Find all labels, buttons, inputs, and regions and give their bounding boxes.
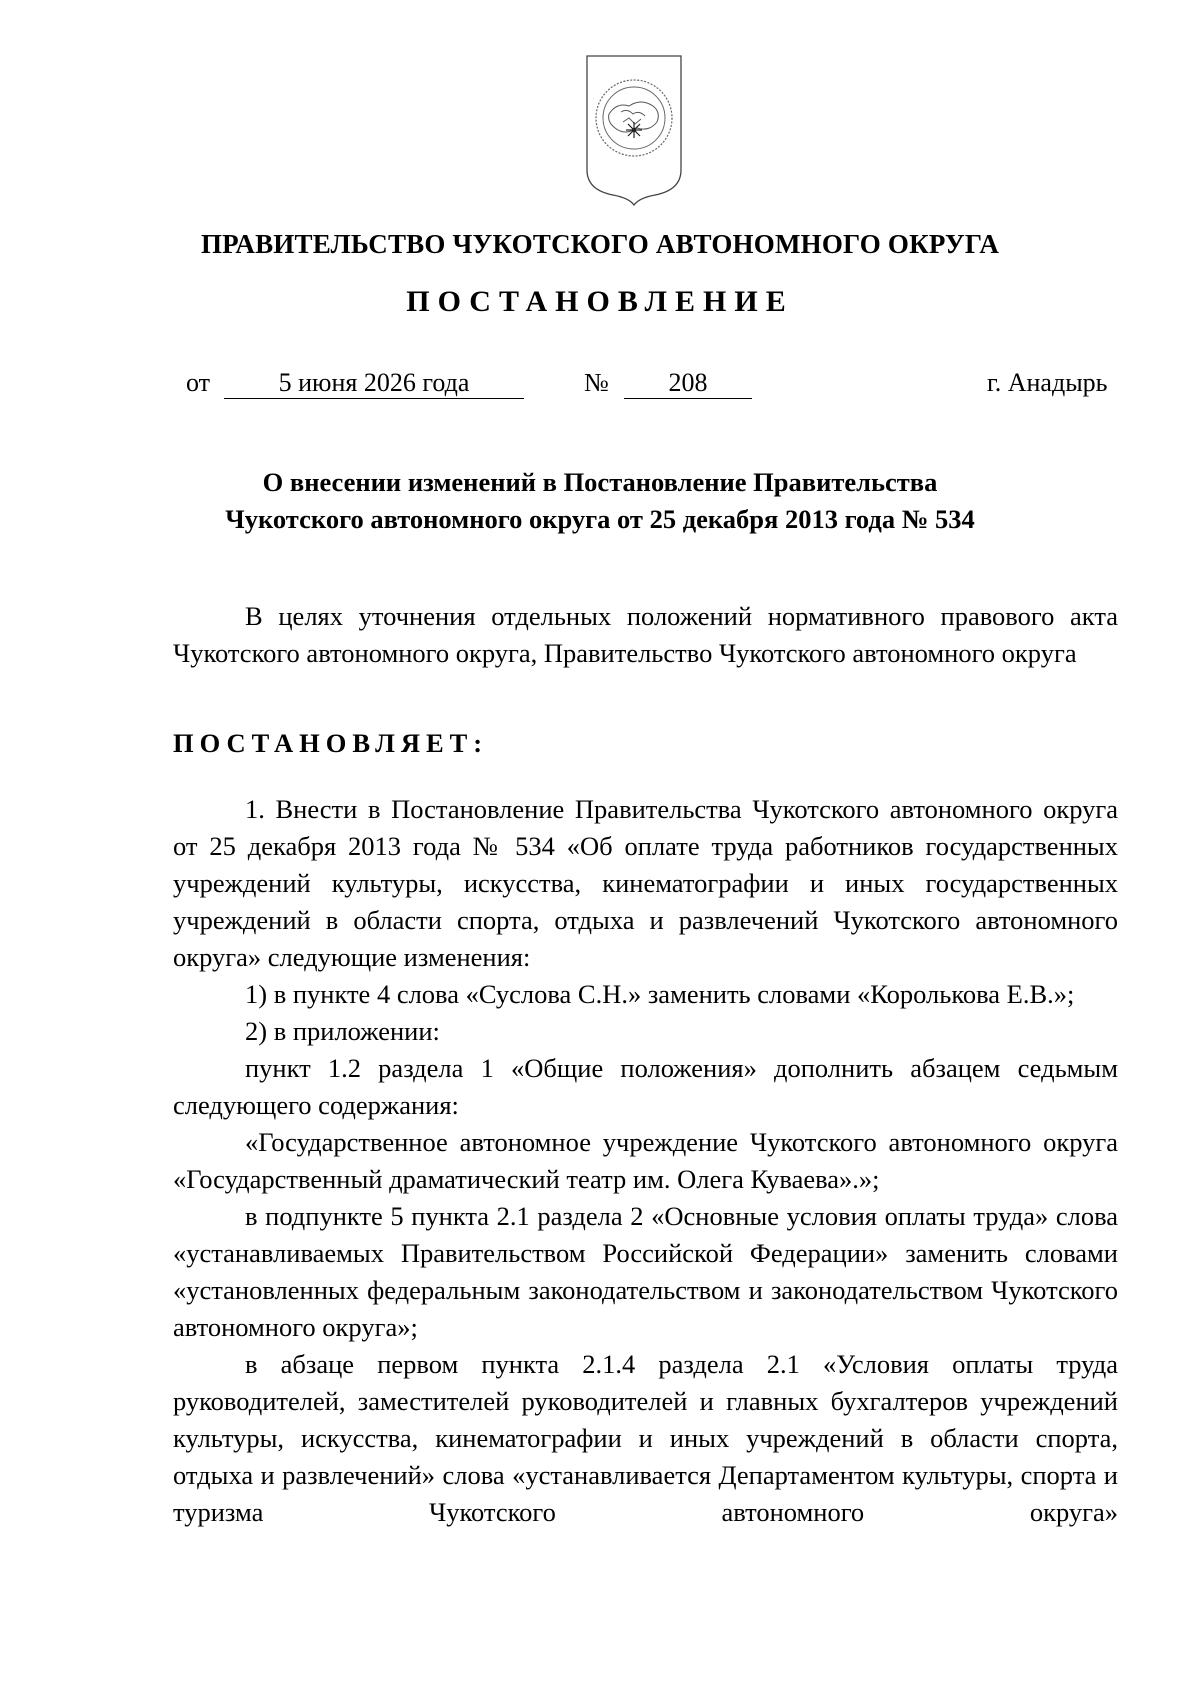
document-type: ПОСТАНОВЛЕНИЕ: [406, 285, 794, 318]
document-body: [173, 791, 1118, 1531]
preamble-block: [173, 598, 1118, 672]
paragraph-1: 1. Внести в Постановление Правительства Чукотского автономного округа от 25 декабря 2013 года № 534 «Об оплате труда работников государственных учреждений культуры, искусства, кинематографии и иных государственных учреждений в области спорта, отдыха и развлечений Чукотского автономного округа» следующие изменения:: [173, 794, 1118, 972]
decree-word: ПОСТАНОВЛЯЕТ:: [173, 728, 489, 758]
document-city: г. Анадырь: [987, 368, 1108, 397]
preamble-paragraph: В целях уточнения отдельных положений нормативного правового акта Чукотского автономного округа, Правительство Чукотского автономного округа: [173, 601, 1118, 668]
paragraph-amend-2: в подпункте 5 пункта 2.1 раздела 2 «Основные условия оплаты труда» слова «устанавливаемых Правительством Российской Федерации» заменить словами «установленных федеральным законодательством и законодательством Чукотского автономного округа»;: [173, 1201, 1118, 1342]
coat-of-arms-emblem: [583, 52, 685, 207]
title-line-2: Чукотского автономного округа от 25 декабря 2013 года № 534: [225, 504, 975, 534]
paragraph-amend-3: в абзаце первом пункта 2.1.4 раздела 2.1 «Условия оплаты труда руководителей, заместителей руководителей и главных бухгалтеров учреждений культуры, искусства, кинематографии и иных учреждений в области спорта, отдыха и развлечений» слова «устанавливается Департаментом культуры, спорта и туризма Чукотского автономного округа»: [173, 1349, 1118, 1527]
paragraph-amend-quote: «Государственное автономное учреждение Чукотского автономного округа «Государственный драматический театр им. Олега Куваева».»;: [173, 1127, 1118, 1194]
document-meta-line: [0, 365, 1200, 401]
date-underline: [224, 398, 524, 399]
government-name: ПРАВИТЕЛЬСТВО ЧУКОТСКОГО АВТОНОМНОГО ОКРУГА: [200, 229, 1000, 259]
title-line-1: О внесении изменений в Постановление Правительства: [262, 467, 938, 497]
number-underline: [624, 398, 752, 399]
number-label: №: [584, 368, 609, 397]
paragraph-1-1: 1) в пункте 4 слова «Суслова С.Н.» заменить словами «Королькова Е.В.»;: [245, 979, 1075, 1009]
document-title: [0, 464, 1200, 538]
decree-block: [173, 725, 1118, 762]
paragraph-amend-1: пункт 1.2 раздела 1 «Общие положения» дополнить абзацем седьмым следующего содержания:: [173, 1053, 1118, 1120]
paragraph-1-2: 2) в приложении:: [245, 1016, 440, 1046]
date-label: от: [186, 368, 211, 397]
document-date: 5 июня 2026 года: [278, 368, 470, 397]
document-number: 208: [668, 368, 708, 397]
